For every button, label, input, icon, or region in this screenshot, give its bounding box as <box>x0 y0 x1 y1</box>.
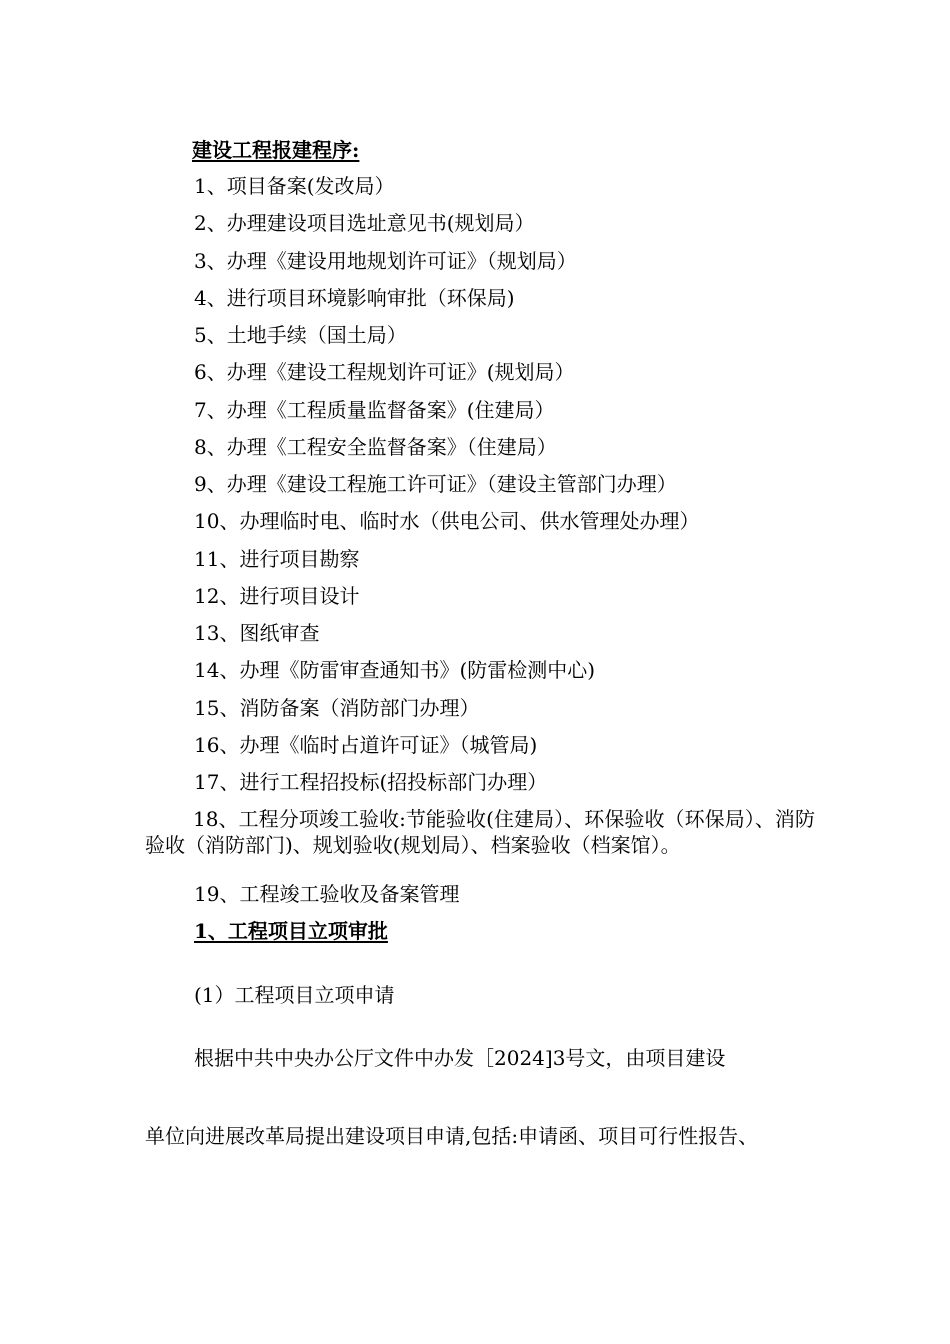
list-item: 7、办理《工程质量监督备案》(住建局） <box>194 398 555 422</box>
list-item-18: 18、工程分项竣工验收:节能验收(住建局）、环保验收（环保局）、消防验收（消防部门)、规划验收(规划局）、档案验收（档案馆）。 <box>145 807 815 857</box>
paragraph-line-1: 根据中共中央办公厅文件中办发［2024]3号文，由项目建设 <box>194 1046 726 1070</box>
subsection-title: (1）工程项目立项申请 <box>194 983 395 1007</box>
list-item: 8、办理《工程安全监督备案》（住建局） <box>194 435 557 459</box>
list-item: 4、进行项目环境影响审批（环保局) <box>194 286 515 310</box>
list-item: 16、办理《临时占道许可证》（城管局) <box>194 733 538 757</box>
list-item: 14、办理《防雷审查通知书》(防雷检测中心) <box>194 658 596 682</box>
list-item: 15、消防备案（消防部门办理） <box>194 696 480 720</box>
list-item: 13、图纸审查 <box>194 621 320 645</box>
list-item: 11、进行项目勘察 <box>194 547 360 571</box>
list-item: 1、项目备案(发改局） <box>194 174 395 198</box>
list-item: 9、办理《建设工程施工许可证》（建设主管部门办理） <box>194 472 677 496</box>
list-item: 17、进行工程招投标(招投标部门办理） <box>194 770 548 794</box>
list-item: 12、进行项目设计 <box>194 584 360 608</box>
list-item: 5、土地手续（国土局） <box>194 323 407 347</box>
list-item: 6、办理《建设工程规划许可证》(规划局） <box>194 360 575 384</box>
list-item: 10、办理临时电、临时水（供电公司、供水管理处办理） <box>194 509 700 533</box>
list-item: 3、办理《建设用地规划许可证》（规划局） <box>194 249 577 273</box>
document-title: 建设工程报建程序: <box>192 138 360 162</box>
section-title: 1、工程项目立项审批 <box>194 919 388 943</box>
paragraph-line-2: 单位向进展改革局提出建设项目申请,包括:申请函、项目可行性报告、 <box>145 1124 759 1148</box>
list-item-19: 19、工程竣工验收及备案管理 <box>194 882 460 906</box>
list-item: 2、办理建设项目选址意见书(规划局） <box>194 211 535 235</box>
